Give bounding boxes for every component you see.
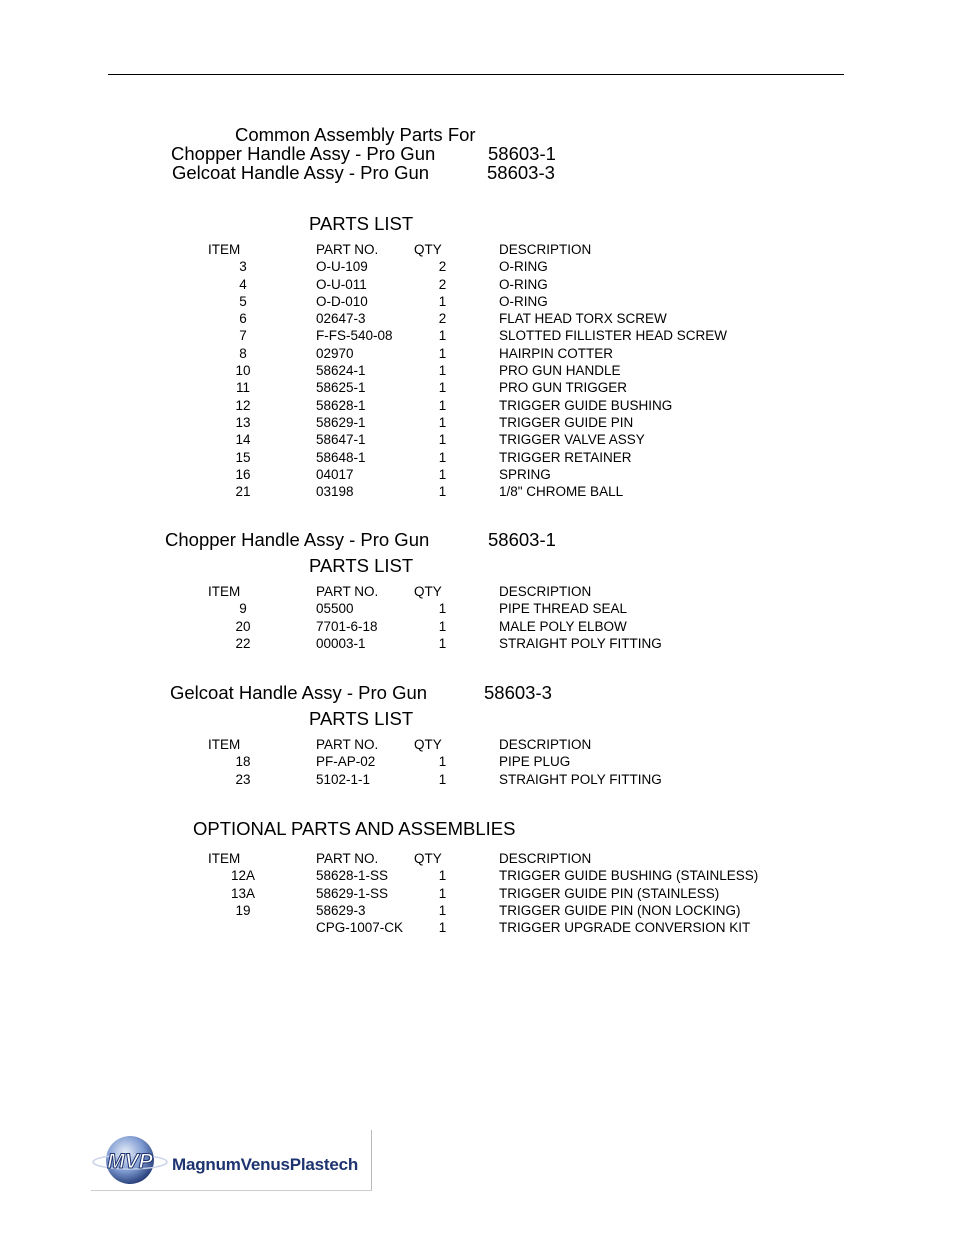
gelcoat-parts-table <box>208 736 799 788</box>
table-row <box>208 753 799 770</box>
cell-item: 12 <box>235 397 251 413</box>
heading-line-3-name: Gelcoat Handle Assy - Pro Gun <box>172 162 430 183</box>
cell-description: FLAT HEAD TORX SCREW <box>499 311 667 327</box>
table-row <box>208 327 799 344</box>
cell-part-no: CPG-1007-CK <box>316 920 404 936</box>
cell-item: 23 <box>235 771 251 787</box>
column-header-qty: QTY <box>414 242 442 257</box>
cell-part-no: O-D-010 <box>316 293 368 309</box>
table-row <box>208 293 799 310</box>
column-header-item: ITEM <box>208 584 241 599</box>
cell-qty: 1 <box>438 618 447 634</box>
cell-item: 10 <box>235 363 251 379</box>
cell-part-no: 02647-3 <box>316 311 366 327</box>
cell-qty: 1 <box>438 635 447 651</box>
column-header-description: DESCRIPTION <box>499 851 592 866</box>
table-row <box>208 771 799 788</box>
logo-frame-bottom <box>91 1190 372 1191</box>
cell-description: STRAIGHT POLY FITTING <box>499 771 662 787</box>
table-row <box>208 635 799 652</box>
cell-description: STRAIGHT POLY FITTING <box>499 635 662 651</box>
cell-part-no: O-U-011 <box>316 276 367 292</box>
cell-qty: 1 <box>438 920 447 936</box>
heading-line-1: Common Assembly Parts For <box>235 124 476 145</box>
cell-item: 14 <box>235 432 251 448</box>
table-row <box>208 414 799 431</box>
cell-qty: 1 <box>438 868 447 884</box>
column-header-part-no: PART NO. <box>316 242 379 257</box>
gelcoat-section-part: 58603-3 <box>484 682 552 703</box>
cell-qty: 1 <box>438 328 447 344</box>
cell-item: 4 <box>239 276 247 292</box>
cell-qty: 1 <box>438 397 447 413</box>
cell-description: 1/8" CHROME BALL <box>499 484 624 500</box>
common-parts-list-title: PARTS LIST <box>309 213 414 234</box>
cell-part-no: 00003-1 <box>316 635 366 651</box>
column-header-qty: QTY <box>414 737 442 752</box>
cell-item: 13 <box>235 414 251 430</box>
cell-description: TRIGGER GUIDE BUSHING (STAINLESS) <box>499 868 759 884</box>
cell-description: MALE POLY ELBOW <box>499 618 627 634</box>
cell-part-no: 58647-1 <box>316 432 366 448</box>
cell-part-no: 58624-1 <box>316 363 366 379</box>
logo-frame-right <box>371 1130 372 1191</box>
table-header-row <box>208 736 799 753</box>
cell-item: 22 <box>235 635 251 651</box>
cell-part-no: 58628-1 <box>316 397 366 413</box>
cell-part-no: F-FS-540-08 <box>316 328 393 344</box>
table-row <box>208 397 799 414</box>
cell-item: 20 <box>235 618 251 634</box>
column-header-description: DESCRIPTION <box>499 242 592 257</box>
mvp-globe-icon <box>91 1130 173 1191</box>
cell-item: 8 <box>239 345 247 361</box>
table-row <box>208 345 799 362</box>
cell-description: SLOTTED FILLISTER HEAD SCREW <box>499 328 728 344</box>
cell-description: TRIGGER GUIDE PIN (NON LOCKING) <box>499 902 741 918</box>
table-row <box>208 466 799 483</box>
column-header-qty: QTY <box>414 584 442 599</box>
heading-line-3-part: 58603-3 <box>487 162 555 183</box>
cell-description: PIPE THREAD SEAL <box>499 601 628 617</box>
cell-item: 3 <box>239 259 247 275</box>
cell-qty: 1 <box>438 380 447 396</box>
heading-line-2-part: 58603-1 <box>488 143 556 164</box>
chopper-parts-table <box>208 583 799 652</box>
cell-description: O-RING <box>499 259 548 275</box>
cell-qty: 1 <box>438 466 447 482</box>
table-row <box>208 867 799 884</box>
cell-qty: 1 <box>438 363 447 379</box>
cell-description: TRIGGER VALVE ASSY <box>499 432 645 448</box>
gelcoat-section-name: Gelcoat Handle Assy - Pro Gun <box>170 682 428 703</box>
table-row <box>208 919 799 936</box>
cell-qty: 1 <box>438 885 447 901</box>
header-rule <box>108 74 844 75</box>
table-header-row <box>208 850 799 867</box>
cell-description: HAIRPIN COTTER <box>499 345 614 361</box>
cell-description: SPRING <box>499 466 551 482</box>
cell-part-no: 05500 <box>316 601 354 617</box>
cell-part-no: 58628-1-SS <box>316 868 389 884</box>
cell-item: 15 <box>235 449 251 465</box>
logo-mark-text: MVP <box>107 1150 153 1173</box>
cell-qty: 2 <box>438 259 447 275</box>
table-row <box>208 258 799 275</box>
cell-qty: 1 <box>438 601 447 617</box>
chopper-parts-list-title: PARTS LIST <box>309 555 414 576</box>
table-row <box>208 310 799 327</box>
optional-parts-table <box>208 850 799 936</box>
assembly-heading <box>235 125 476 145</box>
cell-qty: 2 <box>438 311 447 327</box>
cell-item: 13A <box>230 885 256 901</box>
cell-item: 9 <box>239 601 247 617</box>
cell-item: 12A <box>230 868 256 884</box>
cell-description: PRO GUN TRIGGER <box>499 380 628 396</box>
cell-part-no: 04017 <box>316 466 354 482</box>
cell-description: TRIGGER UPGRADE CONVERSION KIT <box>499 920 751 936</box>
cell-qty: 1 <box>438 432 447 448</box>
chopper-section-part: 58603-1 <box>488 529 556 550</box>
cell-qty: 1 <box>438 449 447 465</box>
cell-part-no: 58629-1-SS <box>316 885 389 901</box>
cell-part-no: PF-AP-02 <box>316 754 376 770</box>
table-row <box>208 600 799 617</box>
table-row <box>208 431 799 448</box>
table-row <box>208 483 799 500</box>
column-header-description: DESCRIPTION <box>499 584 592 599</box>
table-row <box>208 379 799 396</box>
company-logo <box>91 1130 372 1191</box>
column-header-item: ITEM <box>208 851 241 866</box>
column-header-part-no: PART NO. <box>316 851 379 866</box>
chopper-section-name: Chopper Handle Assy - Pro Gun <box>165 529 430 550</box>
cell-part-no: 58629-3 <box>316 902 366 918</box>
column-header-qty: QTY <box>414 851 442 866</box>
chopper-heading-line <box>171 144 571 164</box>
cell-qty: 1 <box>438 771 447 787</box>
cell-item: 7 <box>239 328 247 344</box>
cell-part-no: O-U-109 <box>316 259 368 275</box>
cell-description: PRO GUN HANDLE <box>499 363 621 379</box>
heading-line-2-name: Chopper Handle Assy - Pro Gun <box>171 143 436 164</box>
column-header-part-no: PART NO. <box>316 584 379 599</box>
table-row <box>208 276 799 293</box>
cell-item: 6 <box>239 311 247 327</box>
table-row <box>208 362 799 379</box>
cell-qty: 1 <box>438 345 447 361</box>
optional-parts-title: OPTIONAL PARTS AND ASSEMBLIES <box>193 818 516 839</box>
cell-description: TRIGGER GUIDE BUSHING <box>499 397 673 413</box>
column-header-item: ITEM <box>208 242 241 257</box>
cell-description: PIPE PLUG <box>499 754 571 770</box>
cell-item: 19 <box>235 902 251 918</box>
table-row <box>208 618 799 635</box>
logo-brand-text: MagnumVenusPlastech <box>172 1155 359 1174</box>
cell-description: O-RING <box>499 276 548 292</box>
cell-qty: 1 <box>438 484 447 500</box>
table-row <box>208 902 799 919</box>
chopper-section-heading <box>165 530 565 550</box>
cell-qty: 1 <box>438 902 447 918</box>
cell-description: TRIGGER GUIDE PIN (STAINLESS) <box>499 885 720 901</box>
table-row <box>208 885 799 902</box>
table-header-row <box>208 241 799 258</box>
cell-qty: 1 <box>438 414 447 430</box>
common-parts-table <box>208 241 799 500</box>
cell-item: 11 <box>235 380 250 396</box>
column-header-part-no: PART NO. <box>316 737 379 752</box>
cell-part-no: 03198 <box>316 484 354 500</box>
cell-item <box>208 919 316 936</box>
cell-part-no: 58625-1 <box>316 380 366 396</box>
cell-item: 5 <box>239 293 247 309</box>
cell-part-no: 58648-1 <box>316 449 366 465</box>
cell-item: 16 <box>235 466 251 482</box>
cell-part-no: 7701-6-18 <box>316 618 378 634</box>
cell-part-no: 58629-1 <box>316 414 366 430</box>
gelcoat-heading-line <box>172 163 572 183</box>
cell-item: 18 <box>235 754 251 770</box>
cell-qty: 1 <box>438 293 447 309</box>
table-header-row <box>208 583 799 600</box>
table-row <box>208 449 799 466</box>
gelcoat-parts-list-title: PARTS LIST <box>309 708 414 729</box>
cell-item: 21 <box>235 484 251 500</box>
gelcoat-section-heading <box>170 683 570 703</box>
column-header-description: DESCRIPTION <box>499 737 592 752</box>
cell-part-no: 02970 <box>316 345 354 361</box>
cell-qty: 1 <box>438 754 447 770</box>
cell-description: TRIGGER RETAINER <box>499 449 632 465</box>
cell-part-no: 5102-1-1 <box>316 771 371 787</box>
column-header-item: ITEM <box>208 737 241 752</box>
cell-qty: 2 <box>438 276 447 292</box>
cell-description: TRIGGER GUIDE PIN <box>499 414 634 430</box>
cell-description: O-RING <box>499 293 548 309</box>
